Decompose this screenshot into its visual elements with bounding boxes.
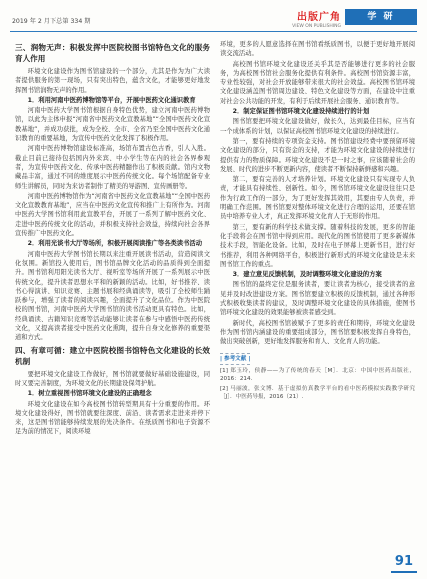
publication-brand xyxy=(292,8,341,29)
reference-item: [2] 马丽波，张文博．基于虚拟仿真教学平台的看中医药模拟实践教学研究［J］．中医药导报，2016（21）. xyxy=(220,385,415,401)
paragraph: 河南中医药博物馆建设标准高，场馆布置古色古香，引人入胜。截止目前已接待包括国内外来宾、中小学生等在内的社会各界参观者，为宣传中医药文化、传承中医药精髓作出了积极贡献。馆内文物藏品丰富，通过不同的维度展示中医药传统文化。每个场馆配备专业师生讲解员，同时为来访者制作了精美的导游图、宣传画册等。 xyxy=(15,145,210,190)
publication-subtitle: VIEW ON PUBLISHING xyxy=(292,24,341,29)
paragraph: 图书馆的最终定位是服务读者，要让读者为核心，接受读者的意见并及时改进建设方案。图书馆要建立积极的反馈机制，通过各种形式积极收集读者的建议，及时调整环境文化建设的具体措施，使图书馆环境文化建设的效果能够被读者感受到。 xyxy=(220,281,415,317)
page-header xyxy=(10,4,417,32)
paragraph: 河南中医药大学图书馆根据自身特色优势，建立河南中医药博物馆，以此为主体申报“河南省中医药文化宣教基地”“全国中医药文化宣教基地”，并成功获批，成为全校、全市、全省乃至全国中医药文化通识教育的重要基地，为宣传中医药文化发挥了积极作用。 xyxy=(15,107,210,143)
paragraph: 环境文化建设在如今高校图书馆转型期具有十分重要的作用。环境文化建设得好，图书馆就要往深度、前沿、读者需求走进来并停下来，这是图书馆能够持续发展的先决条件。在纸质图书和电子资源不足为前的情况下，阅读环境 xyxy=(15,400,210,436)
issue-label: 2019 年 2 月下总第 334 期 xyxy=(12,18,91,25)
paragraph: 图书馆要把环境文化建设做好，做长久，达到最佳目标，应当有一个成体系的计划，以保证高校图书馆环境文化建设的持续进行。 xyxy=(220,118,415,135)
paragraph: 河南中医药大学图书馆长期以来注重开展读书活动，营造阅读文化氛围。新馆投入使用后，图书馆品牌文化活动的品质得到全面提升。图书馆利用阳光读书大厅、视听室等场所开展了一系列展示中医传统文化，提升读者思想水平和的新颖的活动。比如，好书推荐、读书心得演讲、知识竞赛、主题书展和经典诵读等，吸引了全校师生踊跃参与，增强了读者的阅读兴趣，全面提升了文化品位。作为中医院校的图书馆，河南中医药大学图书馆的读书活动更具有特色。比如，经典诵读、古籍知识竞赛等活动能够让读者在参与中感悟中医药传统文化，又提高读者接受中医药文化熏陶，提升自身文化修养的重要渠道和方式。 xyxy=(15,250,210,342)
reference-item: [1] 郑玉玲，侯静——为了传统的春天［M］．北京：中国中医药出版社，2016：214. xyxy=(220,367,415,383)
paragraph: 新时代，高校图书馆被赋予了更多的责任和期待，环境文化建设作为图书馆内涵建设的重要组成部分，图书馆要积极发挥自身特色，做出突破创新，更好地发挥服务和育人、文化育人的功能。 xyxy=(220,319,415,346)
section-heading: 四、有章可循：建立中医院校图书馆特色文化建设的长效机制 xyxy=(15,345,210,366)
paragraph: 环境，更多的人愿意选择在图书馆看纸质图书，以便于更好地开展阅读交流活动。 xyxy=(220,41,415,58)
paragraph: 河南中医药博物馆作为“河南省中医药文化宣教基地”“全国中医药文化宣教教育基地”，应当在中医药文化宣传和推广上有所作为。河南中医药大学图书馆利用此宣教平台，开展了一系列了解中医药文化、走进中医药传统文化的活动，并积极支持社会效益，持续向社会各界宣传推广中医药文化。 xyxy=(15,192,210,238)
section-heading: 三、润物无声：积极发挥中医院校图书馆特色文化的服务育人作用 xyxy=(15,43,210,63)
paragraph: 环境文化建设作为图书馆建设的一个部分，尤其是作为为广大读者提供服务的第一现场，只有突出特色，蕴含文化，才能够更好地发挥图书馆润物无声的作用。 xyxy=(15,68,210,94)
page-number-underline xyxy=(391,571,417,573)
right-column xyxy=(220,40,415,403)
paragraph: 第一，要有持续的专项资金支持。图书馆建设经费中要预留环境文化建设的部分，只有资金的支持，才能为环境文化建设的持续进行提供有力的物质保障。环境文化建设不是一时之事，应该随着社会的发展、时代的进步不断更新内容，使读者不断保持新鲜感和兴趣。 xyxy=(220,137,415,173)
publication-title: 出版广角 xyxy=(297,12,341,23)
references xyxy=(220,353,415,402)
paragraph: 第三，要有新的科学技术做支撑。随着科技的发展，更多的智能化手段将会在图书馆中得到应用。现代化的图书馆使用了更多新媒体技术手段，智能化设备。比如，及时在电子屏幕上更新书目，进行好书推荐，利用各种网络平台，积极进行新形式的环境文化建设是未来图书馆工作的重点。 xyxy=(220,223,415,268)
paragraph: 第二，要有完善的人才培养计划。环境文化建设只有实现专人负责，才能具有持续性、创新性。如今，图书馆环境文化建设往往只是作为行政工作的一部分，为了更好发挥其效用，其要由专人负责，并明确工作范围。图书馆要对整体环境文化进行合理的运用，还要在馆员中培养专业人才，真正发挥环境文化育人于无形的作用。 xyxy=(220,176,415,221)
paragraph: 要把环境文化建设工作做好，图书馆就要做好基础设施建设，同时又要完善制度，为环境文化的长期建设保驾护航。 xyxy=(15,370,210,387)
subheading: 3．建立意见反馈机制，及时调整环境文化建设的方案 xyxy=(232,271,382,279)
subheading: 1．利用河南中医药博物馆等平台，开展中医药文化通识教育 xyxy=(27,96,196,104)
paragraph: 高校图书馆环境文化建设还关乎其是否能够进行更多的社会服务，为高校图书馆社会服务化提供有利条件。高校图书馆资源丰富，专业性较强，对社会开放能够带来很大的社会效益。高校图书馆环境文化建设涵盖图书馆周边建设、特色文化建设等方面，在建设中注重对社会公共功能的开发，有利于后续开展社会服务、通识教育等。 xyxy=(220,60,415,105)
left-column xyxy=(15,40,210,438)
references-title: | 参考文献 | xyxy=(220,353,250,365)
section-tab: 学 研 xyxy=(345,9,417,25)
subheading: 2．利用光谈书大厅等场所，积极开展阅读推广等各类读书活动 xyxy=(27,240,202,248)
page-number: 91 xyxy=(394,554,413,569)
subheading: 2．制定保证图书馆环境文化建设持续进行的计划 xyxy=(232,108,370,116)
subheading: 1．树立重视图书馆环境文化建设的正确理念 xyxy=(27,390,152,398)
